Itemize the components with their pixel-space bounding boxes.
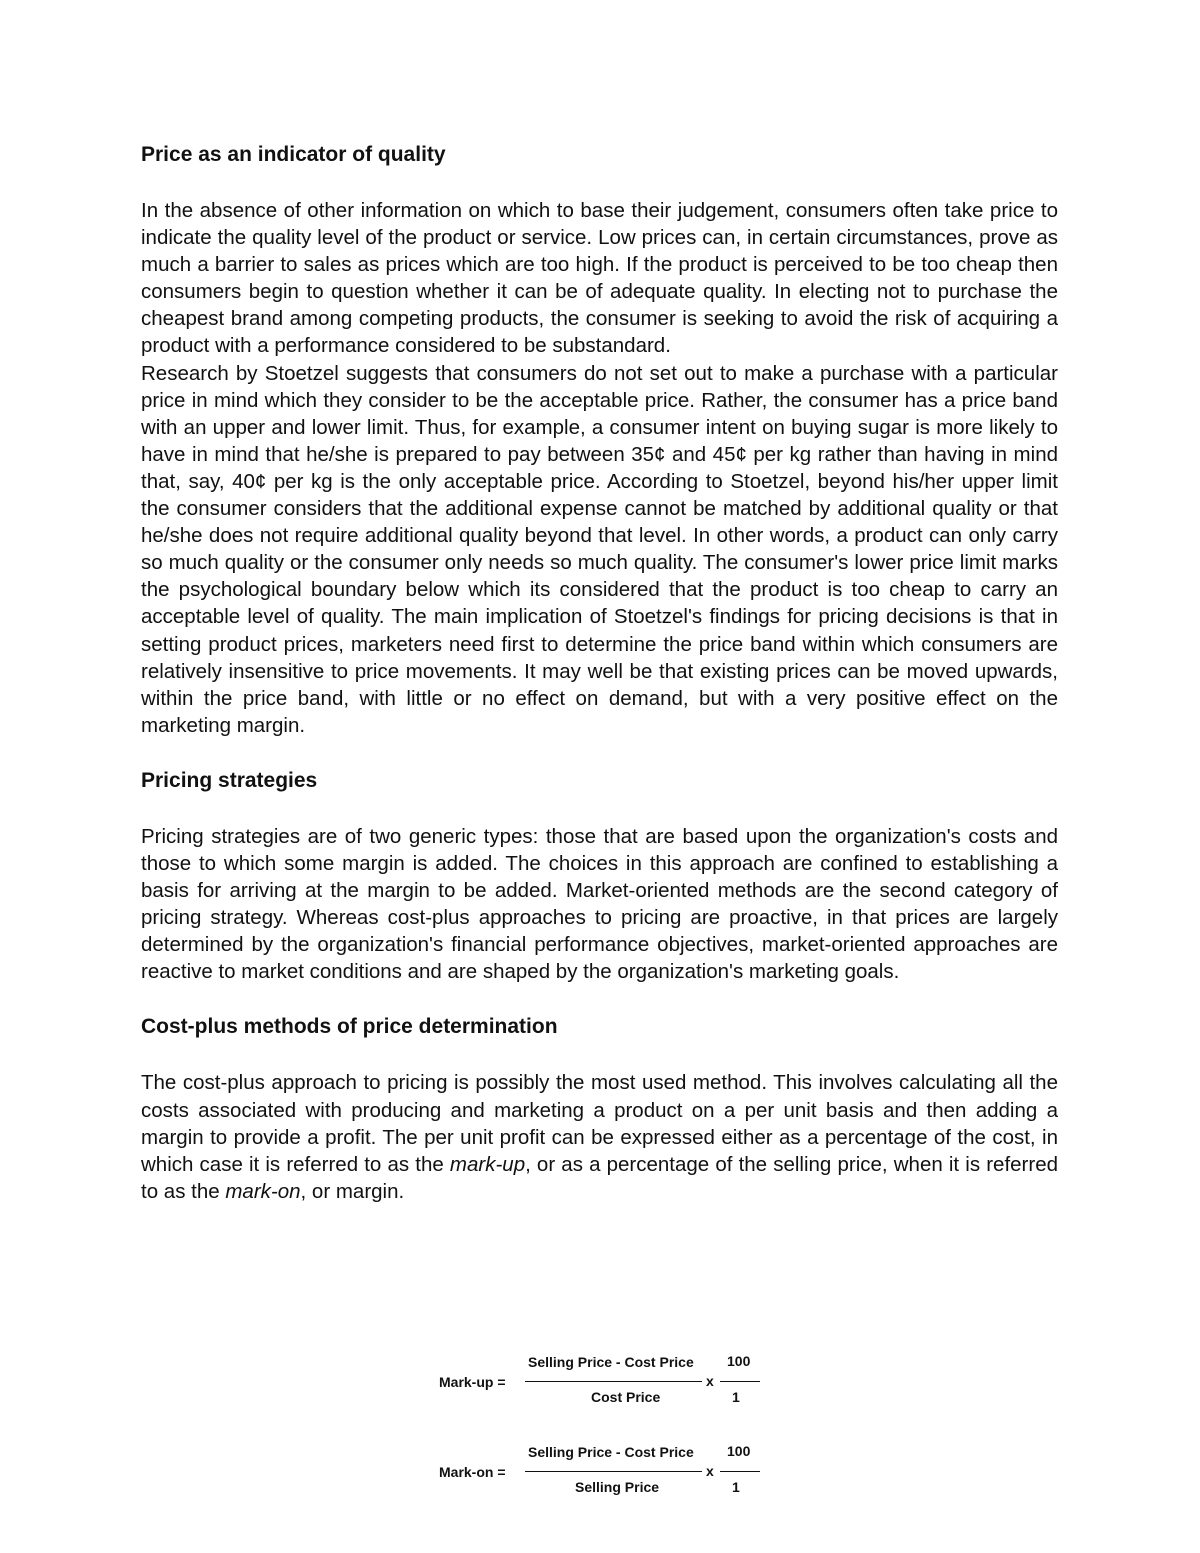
formula-mark-on <box>436 1436 776 1526</box>
section-heading-pricing-strategies: Pricing strategies <box>141 768 318 792</box>
term-mark-up: mark-up <box>449 1152 526 1176</box>
formula-numerator: Selling Price - Cost Price <box>528 1444 694 1460</box>
text-segment: The cost-plus approach to pricing is possibly the most used method. This involves calculating all the costs associated with producing and marketing a product on a per unit basis and then adding a margin to provide a profit. The per unit profit can be expressed either as a percentage of the cost, in which case it is referred to as the <box>141 1071 1058 1176</box>
paragraph-pricing-strategies: Pricing strategies are of two generic types: those that are based upon the organization's costs and those to which some margin is added. The choices in this approach are confined to establishing a basis for arriving at the margin to be added. Market-oriented methods are the second category of pricing strategy. Whereas cost-plus approaches to pricing are proactive, in that prices are largely determined by the organization's financial performance objectives, market-oriented approaches are reactive to market conditions and are shaped by the organization's marketing goals. <box>141 824 1058 984</box>
formula-label: Mark-up = <box>439 1374 506 1390</box>
document-body <box>141 140 1058 1205</box>
text-segment: , or margin. <box>300 1179 405 1203</box>
section-heading-cost-plus: Cost-plus methods of price determination <box>141 1015 558 1039</box>
formula-mark-up <box>436 1346 776 1436</box>
multiplier-numerator: 100 <box>727 1353 751 1369</box>
formula-denominator: Selling Price <box>575 1479 660 1495</box>
section-heading-price-quality: Price as an indicator of quality <box>141 143 446 166</box>
paragraph-price-quality-2: Research by Stoetzel suggests that consumers do not set out to make a purchase with a particular price in mind which they consider to be the acceptable price. Rather, the consumer has a price band with an upper and lower limit. Thus, for example, a consumer intent on buying sugar is more likely to have in mind that he/she is prepared to pay between 35¢ and 45¢ per kg rather than having in mind that, say, 40¢ per kg is the only acceptable price. According to Stoetzel, beyond his/her upper limit the consumer considers that the additional expense cannot be matched by additional quality or that he/she does not require additional quality beyond that level. In other words, a product can only carry so much quality or the consumer only needs so much quality. The consumer's lower price limit marks the psychological boundary below which its considered that the product is too cheap to carry an acceptable level of quality. The main implication of Stoetzel's findings for pricing decisions is that in setting product prices, marketers need first to determine the price band within which consumers are relatively insensitive to price movements. It may well be that existing prices can be moved upwards, within the price band, with little or no effect on demand, but with a very positive effect on the marketing margin. <box>141 361 1058 737</box>
text-segment: , or as a percentage of the selling price, when it is referred to as the <box>141 1152 1058 1203</box>
multiply-operator: x <box>706 1373 714 1389</box>
fraction-bar <box>720 1381 760 1382</box>
multiply-operator: x <box>706 1463 714 1479</box>
paragraph-cost-plus <box>141 1069 1058 1204</box>
formula-figure <box>436 1346 776 1526</box>
fraction-bar <box>525 1381 702 1382</box>
paragraph-price-quality-1: In the absence of other information on which to base their judgement, consumers often take price to indicate the quality level of the product or service. Low prices can, in certain circumstances, prove as much a barrier to sales as prices which are too high. If the product is perceived to be too cheap then consumers begin to question whether it can be of adequate quality. In electing not to purchase the cheapest brand among competing products, the consumer is seeking to avoid the risk of acquiring a product with a performance considered to be substandard. <box>141 199 1058 358</box>
multiplier-denominator: 1 <box>732 1479 740 1495</box>
formula-numerator: Selling Price - Cost Price <box>528 1354 694 1370</box>
fraction-bar <box>720 1471 760 1472</box>
multiplier-numerator: 100 <box>727 1443 751 1459</box>
formula-label: Mark-on = <box>439 1464 506 1480</box>
term-mark-on: mark-on <box>225 1179 301 1203</box>
multiplier-denominator: 1 <box>732 1389 740 1405</box>
formula-denominator: Cost Price <box>591 1389 661 1405</box>
fraction-bar <box>525 1471 702 1472</box>
